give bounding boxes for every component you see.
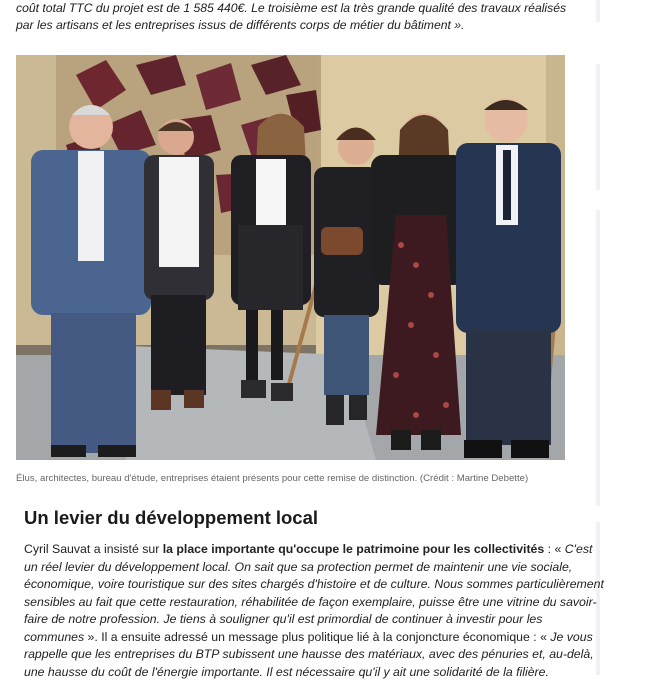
person-6 — [456, 98, 561, 458]
quote-first: C'est un réel levier du développement local. On sait que sa protection permet de maintenir une vie sociale, économique, voire touristique sur des sites chargés d'histoire et de culture. Nous sommes particulièrement sensibles au fait que cette restauration, réhabilitée de façon exemplaire, puisse être une vitrine du savoir-faire de notre profession. Je tiens à souligner qu'il est primordial de continuer à investir pour les communes — [24, 542, 604, 644]
paragraph-connector: : « — [544, 542, 565, 556]
intro-paragraph: coût total TTC du projet est de 1 585 440€. Le troisième est la très grande qualité des travaux réalisés par les artisans et les entreprises issus de différents corps de métier du bâtiment ». — [16, 1, 567, 32]
section-heading: Un levier du développement local — [24, 507, 319, 528]
paragraph-lead: Cyril Sauvat a insisté sur — [24, 542, 163, 556]
paragraph-emphasis: la place importante qu'occupe le patrimoine pour les collectivités — [162, 542, 545, 556]
scroll-track-mid — [596, 64, 600, 190]
paragraph-middle: ». Il a ensuite adressé un message plus politique lié à la conjoncture économique : « — [84, 629, 551, 644]
section-paragraph — [24, 541, 604, 681]
person-2 — [144, 119, 214, 410]
person-5 — [371, 113, 466, 450]
photo-caption: Élus, architectes, bureau d'étude, entreprises étaient présents pour cette remise de distinction. (Crédit : Martine Debette) — [16, 473, 529, 484]
scroll-track-top — [596, 0, 600, 22]
scroll-track-low — [596, 210, 600, 506]
event-photo-illustration — [16, 55, 565, 460]
article — [16, 0, 604, 679]
quote-second: Je vous rappelle que les entreprises du BTP subissent une hausse des matériaux, avec des pénuries et, au-delà, une hausse du coût de l'énergie importante. Il est nécessaire qu'il y ait une solidarité de la filière. — [24, 629, 594, 679]
event-photo — [16, 55, 565, 460]
